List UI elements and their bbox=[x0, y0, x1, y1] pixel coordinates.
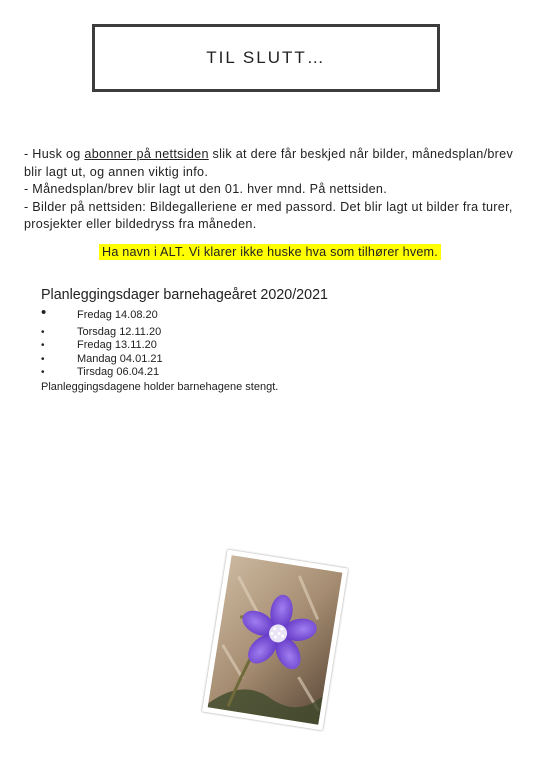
bullet-icon: • bbox=[41, 326, 45, 338]
flower-photo bbox=[202, 549, 348, 730]
bullet-icon: • bbox=[41, 367, 45, 379]
name-everything-notice: Ha navn i ALT. Vi klarer ikke huske hva som tilhører hvem. bbox=[99, 244, 441, 260]
bullet-icon: • bbox=[41, 304, 47, 321]
intro-text bbox=[24, 146, 524, 234]
list-item: • Fredag 14.08.20 bbox=[41, 304, 158, 321]
list-item: • Mandag 04.01.21 bbox=[41, 352, 163, 365]
list-item: • Fredag 13.11.20 bbox=[41, 339, 157, 352]
closed-note: Planleggingsdagene holder barnehagene stengt. bbox=[41, 380, 279, 393]
bullet-icon: • bbox=[41, 353, 45, 365]
bullet-icon: • bbox=[41, 340, 45, 352]
planning-days-title: Planleggingsdager barnehageåret 2020/2021 bbox=[41, 287, 328, 303]
intro-line-photos: - Bilder på nettsiden: Bildegalleriene er med passord. Det blir lagt ut bilder fra turer, prosjekter eller bildedryss fra måneden. bbox=[24, 199, 513, 231]
heading-box bbox=[92, 24, 440, 92]
subscribe-link[interactable]: abonner på nettsiden bbox=[84, 147, 209, 161]
list-item: • Torsdag 12.11.20 bbox=[41, 325, 162, 338]
flower-photo-image bbox=[208, 555, 343, 725]
planning-days-list bbox=[41, 304, 501, 380]
intro-line-monthly-plan: - Månedsplan/brev blir lagt ut den 01. hver mnd. På nettsiden. bbox=[24, 182, 388, 196]
planning-days-section bbox=[41, 287, 501, 394]
list-item: • Tirsdag 06.04.21 bbox=[41, 366, 160, 379]
intro-line-subscribe: - Husk og abonner på nettsiden slik at dere får beskjed når bilder, månedsplan/brev blir lagt ut, og annen viktig info. bbox=[24, 147, 514, 179]
highlight-row bbox=[0, 243, 540, 261]
heading-text: TIL SLUTT… bbox=[206, 48, 326, 67]
